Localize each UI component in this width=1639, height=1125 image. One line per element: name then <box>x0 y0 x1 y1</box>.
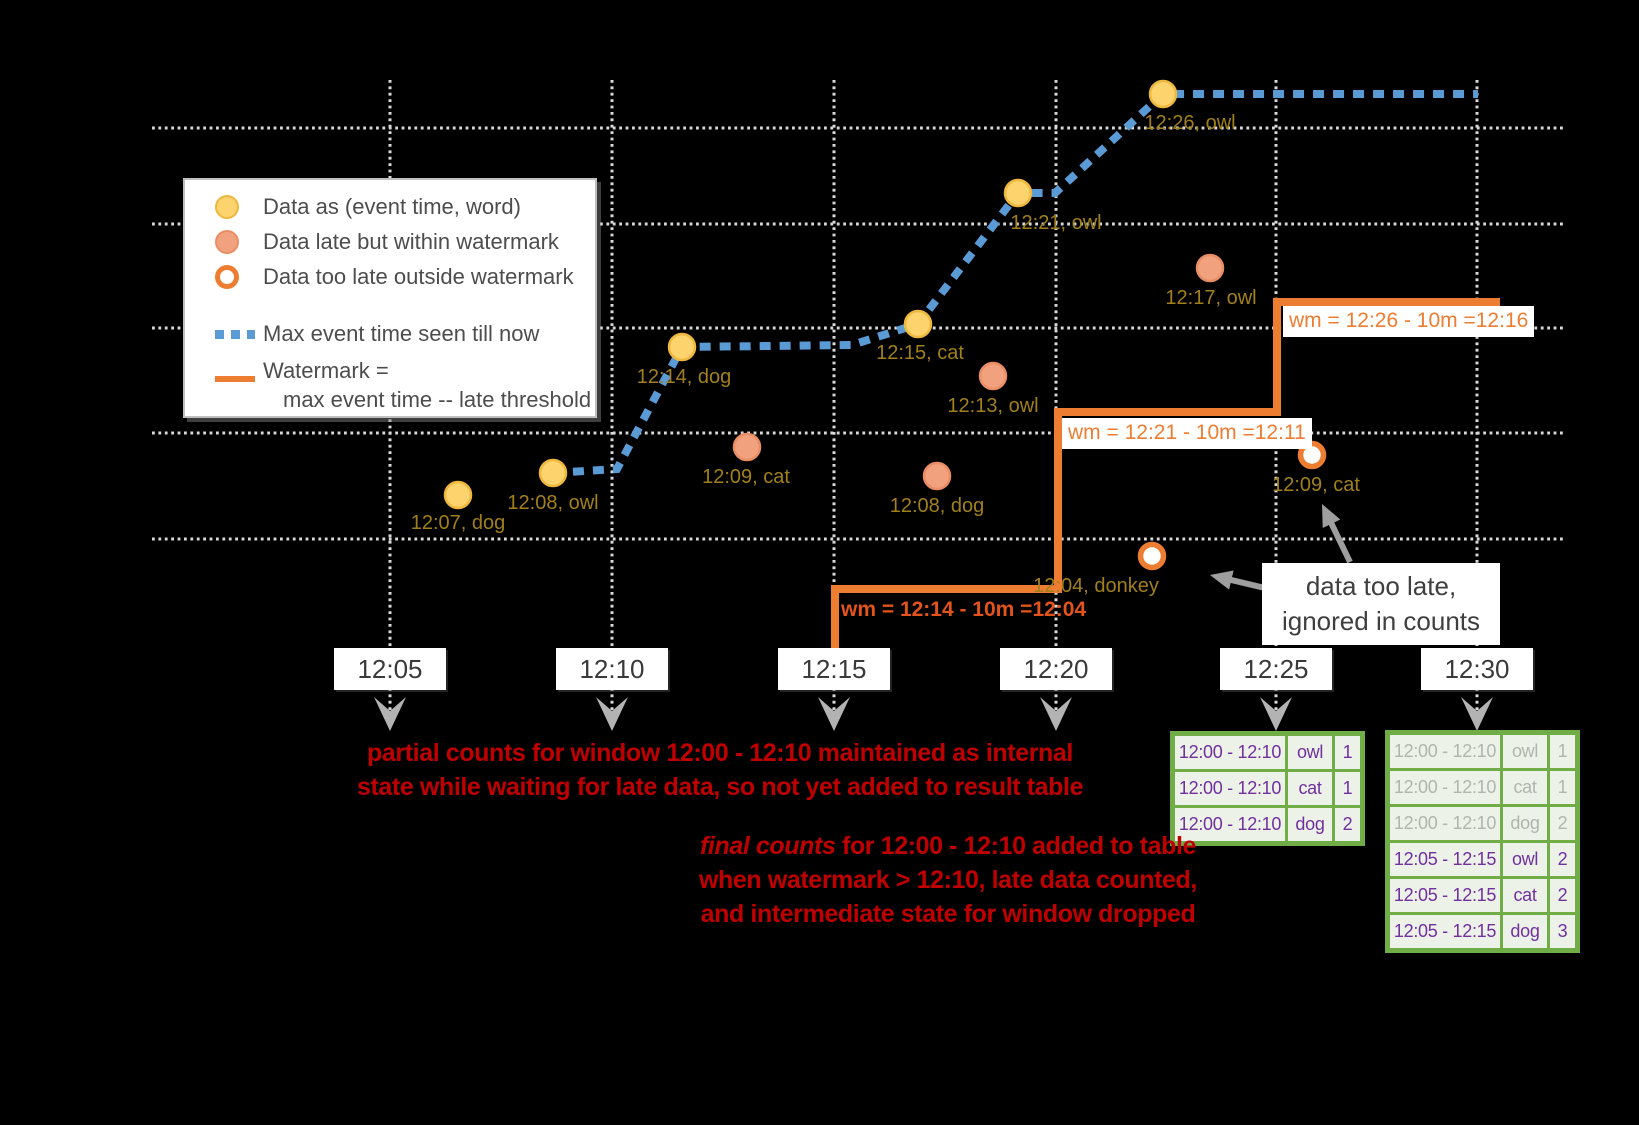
count-cell: 1 <box>1335 736 1360 769</box>
too-late-ring-icon <box>215 265 239 289</box>
too-late-note-line: ignored in counts <box>1281 606 1481 636</box>
partial-counts-annotation <box>357 736 1083 804</box>
legend <box>183 178 597 418</box>
legend-label: Data too late outside watermark <box>263 264 574 289</box>
count-cell: 2 <box>1550 807 1575 840</box>
window-cell: 12:05 - 12:15 <box>1390 879 1500 912</box>
window-cell: 12:00 - 12:10 <box>1390 735 1500 768</box>
legend-label <box>263 356 591 414</box>
count-cell: 1 <box>1335 772 1360 805</box>
legend-item-late <box>215 229 595 255</box>
word-cell: cat <box>1288 772 1332 805</box>
table-row <box>1175 772 1360 805</box>
legend-item-watermark <box>215 356 595 414</box>
annotation-line: partial counts for window 12:00 - 12:10 maintained as internal <box>367 739 1073 767</box>
axis-tick-label: 12:20 <box>1000 648 1112 690</box>
word-cell: owl <box>1288 736 1332 769</box>
legend-swatch-col <box>215 265 255 289</box>
legend-item-too-late <box>215 264 595 290</box>
point-label: 12:26, owl <box>1144 112 1236 134</box>
axis-tick-label: 12:25 <box>1220 648 1332 690</box>
count-cell: 2 <box>1550 843 1575 876</box>
legend-swatch-col <box>215 230 255 254</box>
window-cell: 12:00 - 12:10 <box>1390 771 1500 804</box>
annotation-line <box>686 829 1210 863</box>
legend-label: Data late but within watermark <box>263 229 559 254</box>
table-row <box>1390 843 1575 876</box>
legend-label: Data as (event time, word) <box>263 194 521 219</box>
count-cell: 1 <box>1550 771 1575 804</box>
table-row <box>1390 879 1575 912</box>
axis-tick-label: 12:10 <box>556 648 668 690</box>
legend-swatch-col <box>215 195 255 219</box>
final-counts-annotation <box>686 829 1210 931</box>
legend-item-ontime <box>215 194 595 220</box>
window-cell: 12:05 - 12:15 <box>1390 843 1500 876</box>
annotation-line: and intermediate state for window dropped <box>700 900 1196 928</box>
data-point-ontime <box>1005 180 1031 206</box>
too-late-note-line: data too late, <box>1305 571 1457 601</box>
annotation-line: state while waiting for late data, so not yet added to result table <box>357 773 1084 801</box>
point-label: 12:08, owl <box>507 492 599 514</box>
point-label: 12:04, donkey <box>1033 575 1159 597</box>
legend-watermark-line1: Watermark = <box>263 358 389 383</box>
ontime-dot-icon <box>215 195 239 219</box>
data-point-too-late <box>1141 545 1164 568</box>
point-label: 12:09, cat <box>1272 474 1360 496</box>
legend-label: Max event time seen till now <box>263 321 540 346</box>
axis-tick-label: 12:15 <box>778 648 890 690</box>
final-counts-lead: final counts <box>699 832 836 860</box>
point-label: 12:15, cat <box>876 342 964 364</box>
data-point-late <box>924 463 950 489</box>
table-row <box>1390 771 1575 804</box>
count-cell: 3 <box>1550 915 1575 948</box>
point-label: 12:17, owl <box>1165 287 1257 309</box>
legend-spacer <box>215 299 595 321</box>
data-point-ontime <box>1150 81 1176 107</box>
data-point-ontime <box>445 482 471 508</box>
data-point-ontime <box>540 460 566 486</box>
table-row <box>1390 915 1575 948</box>
count-cell: 2 <box>1550 879 1575 912</box>
data-point-ontime <box>905 311 931 337</box>
word-cell: dog <box>1288 808 1332 841</box>
too-late-note <box>1262 563 1500 645</box>
note-arrowhead-icon <box>1210 571 1234 590</box>
axis-tick-label: 12:05 <box>334 648 446 690</box>
watermark-value-label: wm = 12:26 - 10m =12:16 <box>1283 306 1534 337</box>
legend-swatch-col <box>215 330 255 339</box>
axis-tick-label: 12:30 <box>1421 648 1533 690</box>
count-cell: 2 <box>1335 808 1360 841</box>
watermark-value-label: wm = 12:21 - 10m =12:11 <box>1062 418 1312 449</box>
word-cell: owl <box>1503 843 1547 876</box>
result-table-12-30 <box>1385 730 1580 953</box>
window-cell: 12:00 - 12:10 <box>1390 807 1500 840</box>
count-cell: 1 <box>1550 735 1575 768</box>
point-label: 12:08, dog <box>889 495 985 517</box>
legend-item-max-event-time <box>215 321 595 347</box>
point-label: 12:14, dog <box>636 366 732 388</box>
annotation-line: when watermark > 12:10, late data counted, <box>699 866 1197 894</box>
legend-swatch-col <box>215 376 255 382</box>
point-label: 12:13, owl <box>947 395 1039 417</box>
watermark-line-icon <box>215 376 255 382</box>
point-label: 12:09, cat <box>702 466 790 488</box>
point-label: 12:07, dog <box>410 512 506 534</box>
word-cell: cat <box>1503 879 1547 912</box>
word-cell: owl <box>1503 735 1547 768</box>
window-cell: 12:00 - 12:10 <box>1175 808 1285 841</box>
data-point-late <box>1197 255 1223 281</box>
table-row <box>1390 735 1575 768</box>
data-point-ontime <box>669 334 695 360</box>
table-row <box>1175 736 1360 769</box>
late-dot-icon <box>215 230 239 254</box>
window-cell: 12:05 - 12:15 <box>1390 915 1500 948</box>
window-cell: 12:00 - 12:10 <box>1175 736 1285 769</box>
data-point-late <box>734 434 760 460</box>
point-label: 12:21, owl <box>1010 212 1102 234</box>
legend-watermark-line2: max event time -- late threshold <box>283 387 592 412</box>
watermark-value-label: wm = 12:14 - 10m =12:04 <box>841 598 1087 621</box>
annotation-line-rest: for 12:00 - 12:10 added to table <box>835 832 1196 860</box>
data-point-late <box>980 363 1006 389</box>
max-event-time-line-icon <box>215 330 255 339</box>
window-cell: 12:00 - 12:10 <box>1175 772 1285 805</box>
word-cell: dog <box>1503 807 1547 840</box>
table-row <box>1390 807 1575 840</box>
word-cell: dog <box>1503 915 1547 948</box>
word-cell: cat <box>1503 771 1547 804</box>
